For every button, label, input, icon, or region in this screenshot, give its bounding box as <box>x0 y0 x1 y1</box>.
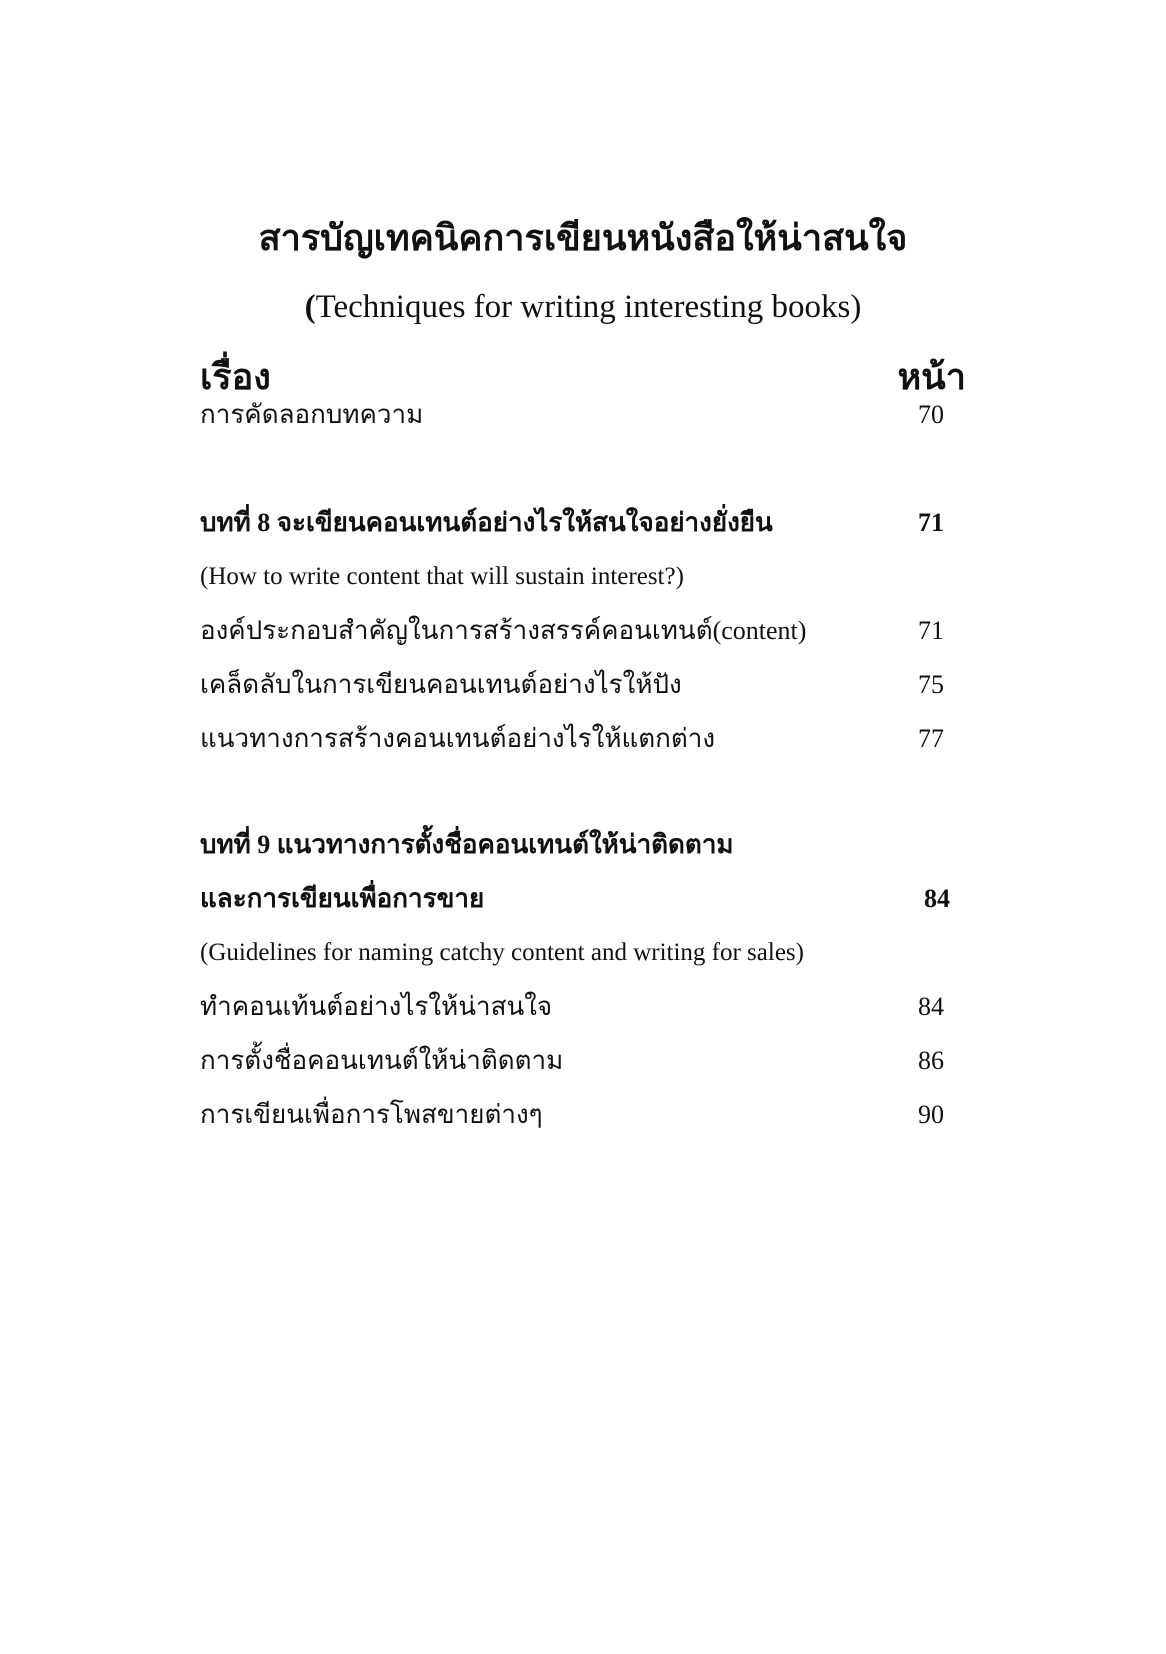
chapter-english-title <box>200 930 966 976</box>
toc-title: สารบัญเทคนิคการเขียนหนังสือให้น่าสนใจ <box>258 218 908 258</box>
toc-entry <box>200 608 966 654</box>
page-column-header: หน้า <box>897 357 966 397</box>
toc-entry <box>200 1038 966 1084</box>
toc-entry <box>200 1092 966 1138</box>
entry-page-number: 75 <box>918 670 944 699</box>
chapter-page-number: 71 <box>918 508 944 537</box>
entry-page-number: 71 <box>918 616 944 645</box>
chapter-title: บทที่ 8 จะเขียนคอนเทนต์อย่างไรให้สนใจอย่างยั่งยืน <box>200 508 773 537</box>
entry-title: องค์ประกอบสำคัญในการสร้างสรรค์คอนเทนต์(content) <box>200 616 807 645</box>
chapter-heading-continued <box>200 876 966 922</box>
entry-page-number: 77 <box>918 724 944 753</box>
entry-title: (Guidelines for naming catchy content and writing for sales) <box>200 939 804 966</box>
chapter-heading <box>200 500 966 546</box>
toc-entry <box>200 662 966 708</box>
toc-entry <box>200 984 966 1030</box>
entry-page-number: 70 <box>918 400 944 429</box>
entry-page-number: 90 <box>918 1100 944 1129</box>
subtitle-open-paren: ( <box>304 289 316 325</box>
entry-title: การคัดลอกบทความ <box>200 400 424 429</box>
toc-entry <box>200 392 966 438</box>
chapter-heading <box>200 822 966 868</box>
chapter-page-number: 84 <box>924 884 950 913</box>
toc-subtitle <box>0 282 1166 332</box>
entry-page-number: 86 <box>918 1046 944 1075</box>
entry-title: การเขียนเพื่อการโพสขายต่างๆ <box>200 1100 543 1129</box>
entry-title: เคล็ดลับในการเขียนคอนเทนต์อย่างไรให้ปัง <box>200 670 682 699</box>
topic-column-header: เรื่อง <box>200 357 271 397</box>
chapter-title: และการเขียนเพื่อการขาย <box>200 884 485 913</box>
entry-title: การตั้งชื่อคอนเทนต์ให้น่าติดตาม <box>200 1046 564 1075</box>
toc-entry <box>200 716 966 762</box>
chapter-title: บทที่ 9 แนวทางการตั้งชื่อคอนเทนต์ให้น่าติดตาม <box>200 830 734 859</box>
entry-title: แนวทางการสร้างคอนเทนต์อย่างไรให้แตกต่าง <box>200 724 716 753</box>
subtitle-text: Techniques for writing interesting books) <box>315 289 862 325</box>
entry-title: (How to write content that will sustain interest?) <box>200 563 684 590</box>
chapter-english-title <box>200 554 966 600</box>
entry-page-number: 84 <box>918 992 944 1021</box>
entry-title: ทำคอนเท้นต์อย่างไรให้น่าสนใจ <box>200 992 553 1021</box>
